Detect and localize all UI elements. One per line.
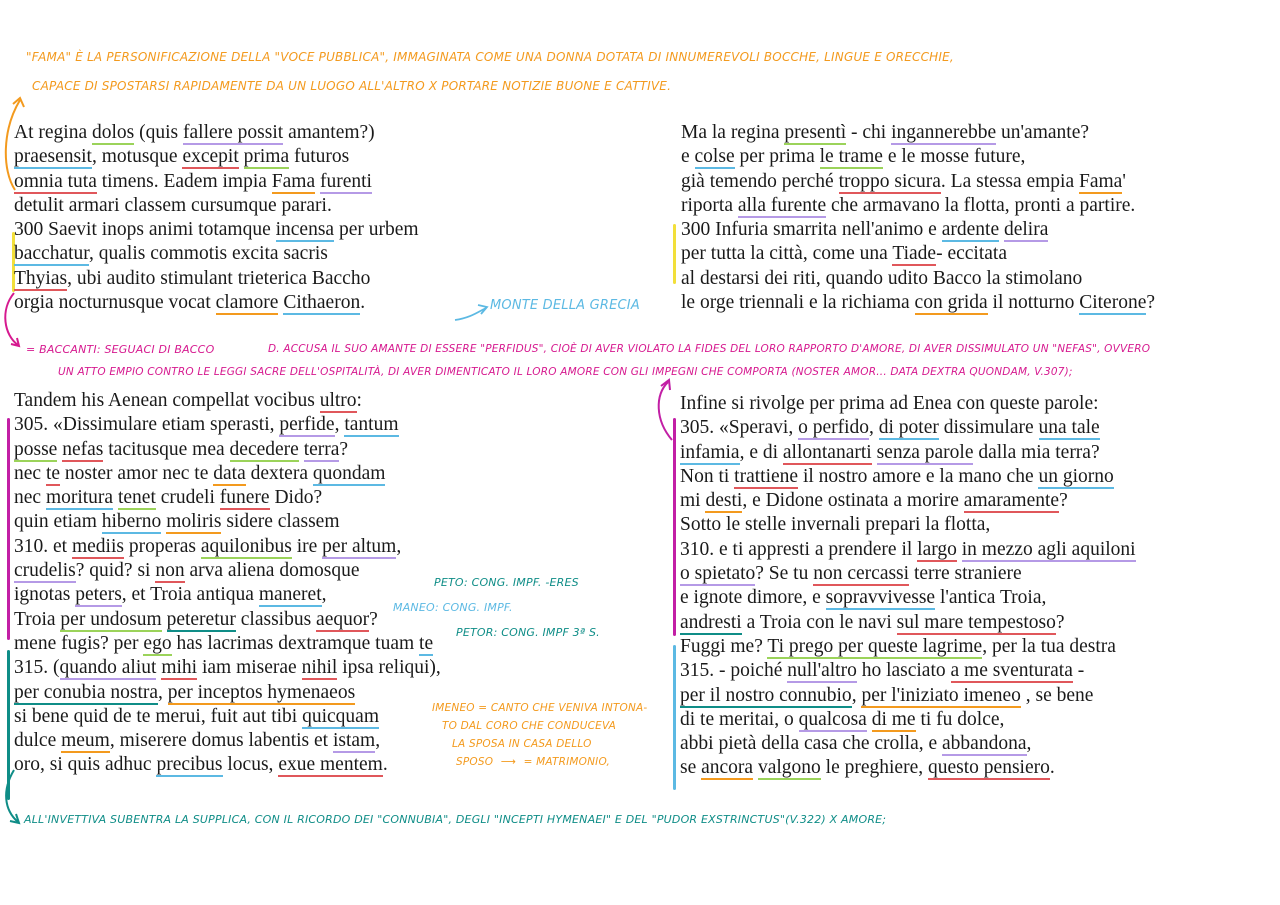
latin-bottom-line: crudelis? quid? si non arva aliena domosque xyxy=(14,560,360,582)
highlighted-term: excepit xyxy=(182,146,239,168)
highlighted-term: meum xyxy=(61,730,110,752)
highlighted-term: o spietato xyxy=(680,563,756,585)
italian-top-line: al destarsi dei riti, quando udito Bacco la stimolano xyxy=(681,267,1083,289)
highlighted-term: infamia xyxy=(680,441,740,463)
peto-note: PETO: CONG. IMPF. -ERES xyxy=(434,576,579,589)
right-arrow-icon: ⟶ xyxy=(500,756,517,768)
highlighted-term: tenet xyxy=(117,487,156,509)
italian-top-line: per tutta la città, come una Tiade- eccitata xyxy=(681,243,1007,265)
latin-top-line: Thyias, ubi audito stimulant trieterica Baccho xyxy=(14,267,371,289)
latin-bottom-line: nec te noster amor nec te data dextera quondam xyxy=(14,462,386,484)
highlighted-term: per altum xyxy=(322,535,397,557)
highlighted-term: bacchatur xyxy=(14,243,90,265)
imeneo-note-3: LA SPOSA IN CASA DELLO xyxy=(452,738,592,750)
highlighted-term: moritura xyxy=(45,487,114,509)
highlighted-term: qualcosa xyxy=(798,708,867,730)
highlighted-term: presentì xyxy=(784,122,847,143)
imeneo-note-matrimonio: = MATRIMONIO, xyxy=(523,756,611,768)
highlighted-term: quondam xyxy=(312,462,386,484)
highlighted-term: precibus xyxy=(156,754,223,776)
latin-top-block xyxy=(14,121,419,315)
highlighted-term: quando aliut xyxy=(59,657,157,679)
italian-top-line: le orge triennali e la richiama con grida il notturno Citerone? xyxy=(681,292,1156,314)
highlighted-term: peters xyxy=(75,584,122,606)
highlighted-term: amaramente xyxy=(963,490,1060,512)
yellow-bar-right xyxy=(673,224,676,284)
highlighted-term: colse xyxy=(694,146,735,168)
highlighted-term: Thyias xyxy=(14,267,68,289)
highlighted-term: furenti xyxy=(319,170,372,192)
highlighted-term: funere xyxy=(219,487,270,509)
baccanti-note: = BACCANTI: SEGUACI DI BACCO xyxy=(26,343,215,356)
imeneo-note-4 xyxy=(456,756,610,768)
highlighted-term: in mezzo agli aquiloni xyxy=(961,538,1136,560)
highlighted-term: questo pensiero xyxy=(928,757,1050,779)
italian-top-line: già temendo perché troppo sicura. La stessa empia Fama' xyxy=(681,170,1126,192)
highlighted-term: te xyxy=(419,632,434,654)
latin-bottom-line: 305. «Dissimulare etiam sperasti, perfide, tantum xyxy=(14,414,399,436)
highlighted-term: di poter xyxy=(878,417,939,439)
latin-bottom-line: 310. et mediis properas aquilonibus ire per altum, xyxy=(14,535,402,557)
blue-bar-right xyxy=(673,645,676,790)
invettiva-note: ALL'INVETTIVA SUBENTRA LA SUPPLICA, CON IL RICORDO DEI "CONNUBIA", DEGLI "INCEPTI HYMENAEI" E DEL "PUDOR EXSTRINCTUS"(V.322) X AMORE; xyxy=(24,813,887,826)
highlighted-term: maneret xyxy=(258,584,322,606)
highlighted-term: te xyxy=(45,462,61,484)
highlighted-term: a me sventurata xyxy=(950,660,1073,682)
highlighted-term: per conubia nostra xyxy=(14,681,159,703)
latin-top-line: praesensit, motusque excepit prima futuros xyxy=(14,146,350,168)
highlighted-term: delira xyxy=(1003,219,1049,241)
highlighted-term: o perfido xyxy=(798,417,870,439)
highlighted-term: Citerone xyxy=(1079,292,1147,314)
italian-bottom-line: e ignote dimore, e sopravvivesse l'antica Troia, xyxy=(680,587,1047,609)
italian-bottom-line: abbi pietà della casa che crolla, e abbandona, xyxy=(680,733,1032,755)
highlighted-term: hiberno xyxy=(101,511,162,533)
magenta-arrow-icon xyxy=(659,382,672,440)
highlighted-term: andresti xyxy=(680,611,742,633)
highlighted-term: un giorno xyxy=(1038,465,1114,487)
highlighted-term: praesensit xyxy=(14,146,92,168)
highlighted-term: dolos xyxy=(91,122,135,143)
imeneo-note-1: IMENEO = CANTO CHE VENIVA INTONA- xyxy=(432,702,648,714)
highlighted-term: non cercassi xyxy=(813,563,910,585)
italian-bottom-line: andresti a Troia con le navi sul mare tempestoso? xyxy=(680,611,1065,633)
highlighted-term: nefas xyxy=(62,438,104,460)
highlighted-term: nihil xyxy=(301,657,338,679)
italian-bottom-line: 305. «Speravi, o perfido, di poter dissimulare una tale xyxy=(680,417,1100,439)
highlighted-term: terra xyxy=(303,438,340,460)
highlighted-term: trattiene xyxy=(734,465,799,487)
highlighted-term: clamore xyxy=(215,292,279,314)
highlighted-term: largo xyxy=(917,538,957,560)
latin-bottom-line: Tandem his Aenean compellat vocibus ultro: xyxy=(14,390,362,411)
italian-bottom-line: Fuggi me? Ti prego per queste lagrime, per la tua destra xyxy=(680,635,1116,657)
highlighted-term: troppo sicura xyxy=(838,170,941,192)
latin-top-line: 300 Saevit inops animi totamque incensa per urbem xyxy=(14,219,419,241)
highlighted-term: di me xyxy=(871,708,916,730)
highlighted-term: allontanarti xyxy=(782,441,872,463)
highlighted-term: peteretur xyxy=(166,608,236,630)
italian-bottom-line: mi desti, e Didone ostinata a morire amaramente? xyxy=(680,490,1068,512)
highlighted-term: mihi xyxy=(161,657,198,679)
latin-bottom-line: Troia per undosum peteretur classibus aequor? xyxy=(14,608,378,630)
accusa-note-line1: D. ACCUSA IL SUO AMANTE DI ESSERE "PERFIDUS", CIOÈ DI AVER VIOLATO LA FIDES DEL LORO RAPPORTO D'AMORE, DI AVER DISSIMULATO UN "NEFAS", OVVERO xyxy=(268,343,1151,355)
italian-top-line: e colse per prima le trame e le mosse future, xyxy=(681,146,1026,168)
latin-top-line: detulit armari classem cursumque parari. xyxy=(14,194,332,216)
highlighted-term: per il nostro connubio xyxy=(680,684,852,706)
highlighted-term: ego xyxy=(143,632,172,654)
italian-top-line: Ma la regina presentì - chi ingannerebbe un'amante? xyxy=(681,122,1090,143)
highlighted-term: null'altro xyxy=(787,660,857,682)
italian-top-block xyxy=(681,121,1155,315)
imeneo-note-sposo: SPOSO xyxy=(456,756,494,768)
highlighted-term: non xyxy=(155,560,185,582)
latin-bottom-line: nec moritura tenet crudeli funere Dido? xyxy=(14,487,323,509)
highlighted-term: una tale xyxy=(1038,417,1100,439)
highlighted-term: ingannerebbe xyxy=(891,122,997,143)
highlighted-term: istam xyxy=(332,730,376,752)
highlighted-term: Fama xyxy=(1079,170,1123,192)
magenta-bar-right xyxy=(673,418,676,636)
fama-note-line2: CAPACE DI SPOSTARSI RAPIDAMENTE DA UN LUOGO ALL'ALTRO X PORTARE NOTIZIE BUONE E CATTIVE. xyxy=(32,79,672,93)
highlighted-term: mediis xyxy=(71,535,124,557)
highlighted-term: valgono xyxy=(757,757,821,779)
monte-note: MONTE DELLA GRECIA xyxy=(490,298,640,313)
highlighted-term: perfide xyxy=(279,414,335,436)
italian-bottom-line: per il nostro connubio, per l'iniziato imeneo , se bene xyxy=(680,684,1094,706)
highlighted-term: ardente xyxy=(941,219,1000,241)
petor-note: PETOR: CONG. IMPF 3ª S. xyxy=(456,626,600,639)
latin-bottom-line: ignotas peters, et Troia antiqua maneret, xyxy=(14,584,327,606)
latin-bottom-line: oro, si quis adhuc precibus locus, exue mentem. xyxy=(14,754,388,776)
italian-bottom-line: Non ti trattiene il nostro amore e la mano che un giorno xyxy=(680,465,1114,487)
highlighted-term: omnia tuta xyxy=(14,170,97,192)
highlighted-term: per inceptos hymenaeos xyxy=(167,681,356,703)
italian-bottom-line: o spietato? Se tu non cercassi terre straniere xyxy=(680,563,1022,585)
highlighted-term: desti xyxy=(705,490,743,512)
italian-bottom-line: infamia, e di allontanarti senza parole dalla mia terra? xyxy=(680,441,1100,463)
highlighted-term: crudelis xyxy=(14,560,76,582)
latin-bottom-line: quin etiam hiberno moliris sidere classem xyxy=(14,511,340,533)
highlighted-term: fallere possit xyxy=(183,122,284,143)
highlighted-term: posse xyxy=(14,438,58,460)
latin-top-line: orgia nocturnusque vocat clamore Cithaeron. xyxy=(14,292,366,314)
highlighted-term: Ti prego per queste lagrime xyxy=(767,635,983,657)
italian-bottom-line: se ancora valgono le preghiere, questo pensiero. xyxy=(680,757,1055,779)
latin-top-line: bacchatur, qualis commotis excita sacris xyxy=(14,243,328,265)
highlighted-term: con grida xyxy=(914,292,988,314)
italian-bottom-line: 315. - poiché null'altro ho lasciato a me sventurata - xyxy=(680,660,1085,682)
highlighted-term: aquilonibus xyxy=(200,535,292,557)
highlighted-term: senza parole xyxy=(876,441,974,463)
latin-top-line: omnia tuta timens. Eadem impia Fama furenti xyxy=(14,170,372,192)
highlighted-term: exue mentem xyxy=(278,754,383,776)
highlighted-term: Fama xyxy=(271,170,316,192)
latin-bottom-line: si bene quid de te merui, fuit aut tibi quicquam xyxy=(14,705,380,727)
highlighted-term: per l'iniziato imeneo xyxy=(861,684,1021,706)
latin-top-line: At regina dolos (quis fallere possit amantem?) xyxy=(14,122,375,143)
fama-note-line1: "FAMA" È LA PERSONIFICAZIONE DELLA "VOCE PUBBLICA", IMMAGINATA COME UNA DONNA DOTATA DI INNUMEREVOLI BOCCHE, LINGUE E ORECCHIE, xyxy=(26,50,954,64)
highlighted-term: incensa xyxy=(275,219,335,241)
italian-bottom-block xyxy=(680,392,1136,781)
highlighted-term: data xyxy=(213,462,246,484)
italian-bottom-line: Infine si rivolge per prima ad Enea con queste parole: xyxy=(680,393,1099,414)
latin-bottom-line: dulce meum, miserere domus labentis et istam, xyxy=(14,730,381,752)
highlighted-term: moliris xyxy=(166,511,222,533)
imeneo-note-2: TO DAL CORO CHE CONDUCEVA xyxy=(442,720,617,732)
italian-top-line: riporta alla furente che armavano la flotta, pronti a partire. xyxy=(681,194,1136,216)
highlighted-term: sul mare tempestoso xyxy=(896,611,1056,633)
italian-top-line: 300 Infuria smarrita nell'animo e ardente delira xyxy=(681,219,1049,241)
highlighted-term: Tiade xyxy=(892,243,937,265)
latin-bottom-line: 315. (quando aliut mihi iam miserae nihil ipsa reliqui), xyxy=(14,657,441,679)
latin-bottom-block xyxy=(14,389,441,778)
highlighted-term: quicquam xyxy=(302,705,380,727)
highlighted-term: alla furente xyxy=(737,194,827,216)
highlighted-term: ultro xyxy=(319,390,357,411)
highlighted-term: aequor xyxy=(316,608,370,630)
italian-bottom-line: 310. e ti appresti a prendere il largo in mezzo agli aquiloni xyxy=(680,538,1136,560)
highlighted-term: Cithaeron xyxy=(283,292,361,314)
highlighted-term: abbandona xyxy=(942,733,1027,755)
highlighted-term: decedere xyxy=(229,438,299,460)
highlighted-term: ancora xyxy=(701,757,754,779)
italian-bottom-line: Sotto le stelle invernali prepari la flotta, xyxy=(680,514,991,536)
accusa-note-line2: UN ATTO EMPIO CONTRO LE LEGGI SACRE DELL'OSPITALITÀ, DI AVER DIMENTICATO IL LORO AMORE CON GLI IMPEGNI CHE COMPORTA (NOSTER AMOR... DATA DEXTRA QUONDAM, V.307); xyxy=(58,366,1073,378)
latin-bottom-line: per conubia nostra, per inceptos hymenaeos xyxy=(14,681,356,703)
latin-bottom-line: posse nefas tacitusque mea decedere terra? xyxy=(14,438,349,460)
highlighted-term: prima xyxy=(243,146,290,168)
highlighted-term: le trame xyxy=(819,146,883,168)
highlighted-term: tantum xyxy=(344,414,399,436)
highlighted-term: per undosum xyxy=(60,608,162,630)
latin-bottom-line: mene fugis? per ego has lacrimas dextramque tuam te xyxy=(14,632,434,654)
highlighted-term: sopravvivesse xyxy=(825,587,936,609)
maneo-note: MANEO: CONG. IMPF. xyxy=(393,601,513,614)
italian-bottom-line: di te meritai, o qualcosa di me ti fu dolce, xyxy=(680,708,1005,730)
teal-bar-left xyxy=(7,650,10,800)
magenta-bar-left xyxy=(7,418,10,640)
